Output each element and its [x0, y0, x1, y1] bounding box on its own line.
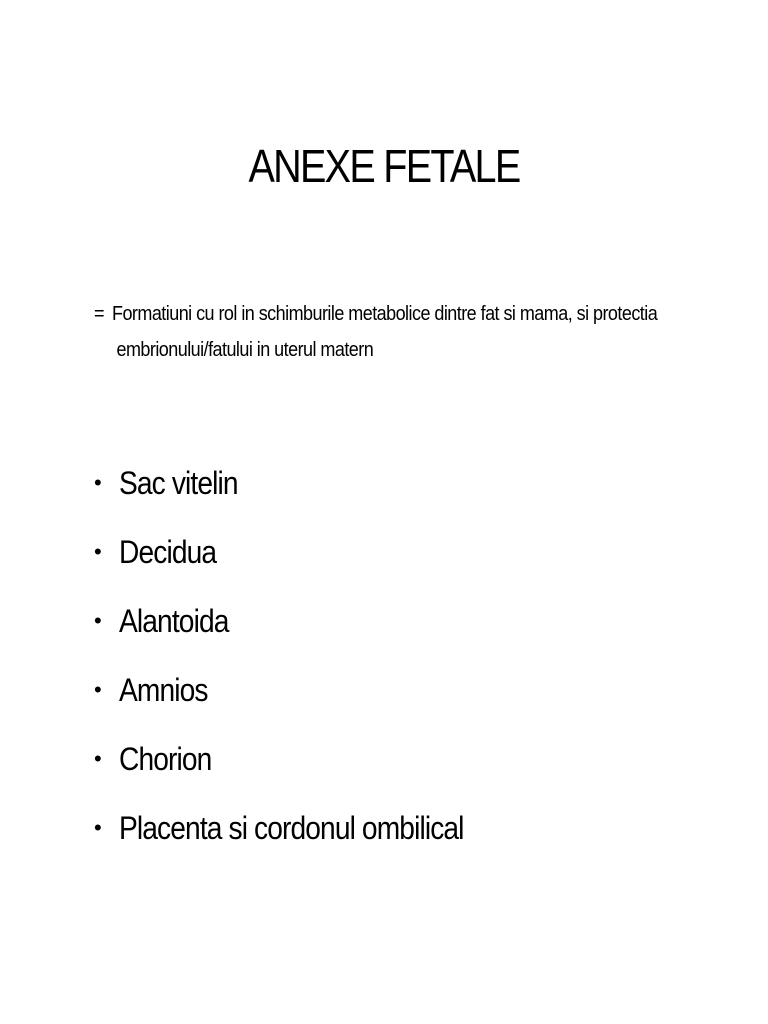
bullet-item-sac-vitelin — [94, 448, 511, 517]
equals-sign: = — [94, 303, 104, 325]
definition-text-1: Formatiuni cu rol in schimburile metabolice dintre fat si mama, si protectia — [112, 303, 658, 325]
bullet-text: Sac vitelin — [119, 464, 238, 501]
definition-line-1 — [94, 296, 670, 332]
bullet-dot: • — [94, 676, 102, 702]
bullet-text: Decidua — [119, 533, 217, 570]
bullet-text: Placenta si cordonul ombilical — [119, 809, 464, 846]
bullet-list — [94, 448, 511, 862]
definition-text-2: embrionului/fatului in uterul matern — [116, 339, 374, 361]
bullet-dot: • — [94, 538, 102, 564]
bullet-dot: • — [94, 745, 102, 771]
definition-line-2 — [94, 332, 670, 368]
bullet-item-alantoida — [94, 586, 511, 655]
bullet-text: Chorion — [119, 740, 212, 777]
bullet-dot: • — [94, 607, 102, 633]
bullet-text: Amnios — [119, 671, 208, 708]
bullet-item-placenta — [94, 793, 511, 862]
bullet-text: Alantoida — [119, 602, 229, 639]
bullet-item-chorion — [94, 724, 511, 793]
bullet-dot: • — [94, 814, 102, 840]
slide-title: ANEXE FETALE — [248, 140, 520, 192]
bullet-dot: • — [94, 469, 102, 495]
bullet-item-decidua — [94, 517, 511, 586]
definition-block — [94, 296, 734, 368]
bullet-item-amnios — [94, 655, 511, 724]
